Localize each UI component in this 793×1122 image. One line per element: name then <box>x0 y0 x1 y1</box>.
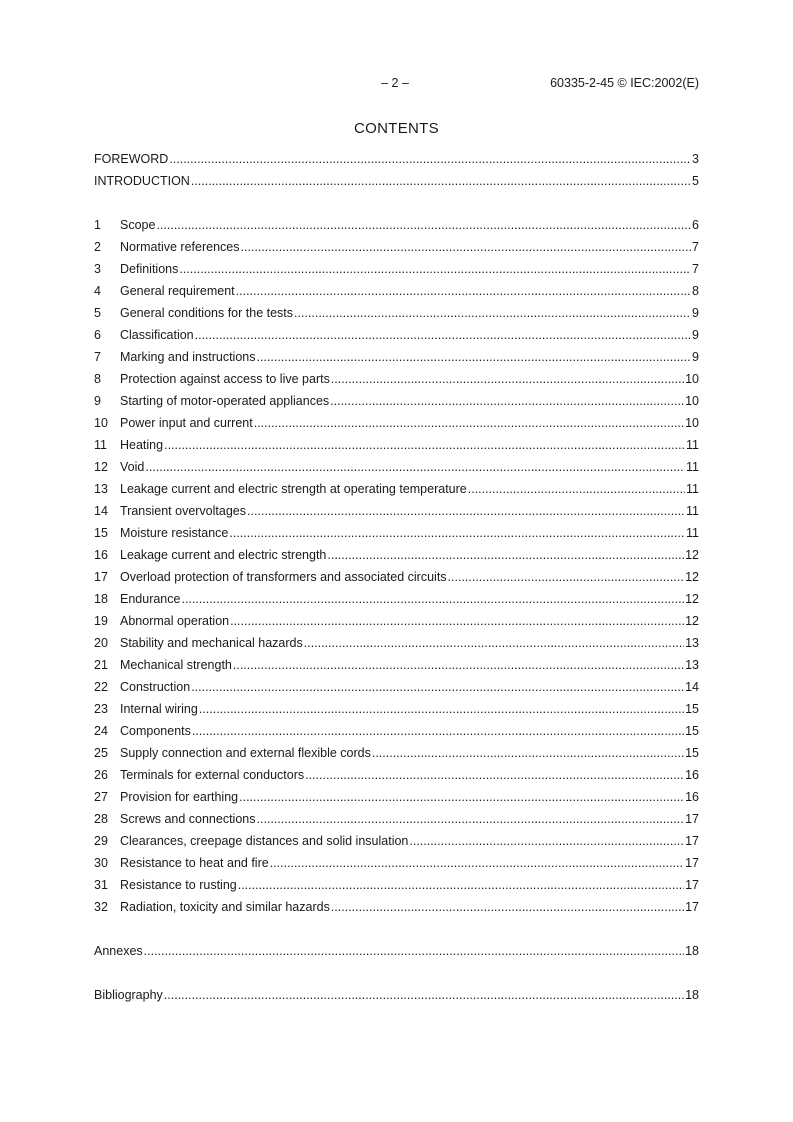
toc-entry[interactable] <box>94 698 699 720</box>
toc-entry-title: Void <box>120 460 145 474</box>
toc-entry-title: Terminals for external conductors <box>120 768 305 782</box>
toc-entry-number: 16 <box>94 548 108 562</box>
toc-entry[interactable] <box>94 324 699 346</box>
toc-entry-page: 17 <box>685 878 699 892</box>
toc-entry-title: General requirement <box>120 284 235 298</box>
toc-entry-number: 5 <box>94 306 101 320</box>
toc-entry-number: 12 <box>94 460 108 474</box>
toc-entry[interactable] <box>94 632 699 654</box>
dot-leader <box>305 764 684 786</box>
toc-entry-title: Starting of motor-operated appliances <box>120 394 330 408</box>
toc-entry-page: 18 <box>685 988 699 1002</box>
toc-entry-number: 9 <box>94 394 101 408</box>
dot-leader <box>331 368 684 390</box>
toc-entry-title: Classification <box>120 328 194 342</box>
toc-entry[interactable] <box>94 610 699 632</box>
toc-entry-title: Screws and connections <box>120 812 256 826</box>
dot-leader <box>236 280 691 302</box>
dot-leader <box>230 610 684 632</box>
toc-entry-number: 32 <box>94 900 108 914</box>
toc-entry-page: 9 <box>692 350 699 364</box>
toc-entry-page: 18 <box>685 944 699 958</box>
toc-entry-page: 17 <box>685 900 699 914</box>
toc-entry[interactable] <box>94 280 699 302</box>
dot-leader <box>195 324 691 346</box>
toc-entry[interactable] <box>94 412 699 434</box>
toc-entry[interactable] <box>94 522 699 544</box>
toc-entry-page: 10 <box>685 394 699 408</box>
dot-leader <box>164 434 685 456</box>
toc-entry-page: 11 <box>686 438 699 452</box>
toc-entry[interactable] <box>94 456 699 478</box>
toc-entry-title: General conditions for the tests <box>120 306 294 320</box>
toc-entry-number: 6 <box>94 328 101 342</box>
toc-entry-title: Marking and instructions <box>120 350 256 364</box>
toc-entry-number: 4 <box>94 284 101 298</box>
toc-entry-title: Bibliography <box>94 988 163 1002</box>
toc-entry-page: 9 <box>692 328 699 342</box>
toc-entry-title: Mechanical strength <box>120 658 232 672</box>
toc-entry-number: 18 <box>94 592 108 606</box>
toc-entry-title: Annexes <box>94 944 143 958</box>
toc-entry-title: Resistance to heat and fire <box>120 856 269 870</box>
toc-entry-number: 21 <box>94 658 108 672</box>
toc-entry[interactable] <box>94 830 699 852</box>
dot-leader <box>199 698 684 720</box>
toc-entry-page: 15 <box>685 702 699 716</box>
toc-entry-page: 6 <box>692 218 699 232</box>
toc-entry-page: 14 <box>685 680 699 694</box>
toc-entry-number: 2 <box>94 240 101 254</box>
dot-leader <box>238 874 684 896</box>
toc-entry-page: 15 <box>685 724 699 738</box>
document-reference: 60335-2-45 © IEC:2002(E) <box>550 76 699 90</box>
toc-entry-number: 27 <box>94 790 108 804</box>
toc-entry-title: Supply connection and external flexible cords <box>120 746 371 760</box>
toc-entry-title: Resistance to rusting <box>120 878 237 892</box>
toc-entry-page: 17 <box>685 834 699 848</box>
toc-entry[interactable] <box>94 654 699 676</box>
toc-entry-title: Clearances, creepage distances and solid insulation <box>120 834 409 848</box>
toc-entry-title: Definitions <box>120 262 179 276</box>
toc-entry-title: Leakage current and electric strength <box>120 548 327 562</box>
toc-entry[interactable] <box>94 808 699 830</box>
dot-leader <box>191 170 691 192</box>
dot-leader <box>331 896 684 918</box>
dot-leader <box>145 456 685 478</box>
toc-entry-page: 3 <box>692 152 699 166</box>
toc-entry-title: Power input and current <box>120 416 253 430</box>
toc-entry-title: Moisture resistance <box>120 526 229 540</box>
toc-entry-number: 24 <box>94 724 108 738</box>
toc-entry-number: 19 <box>94 614 108 628</box>
toc-entry-number: 15 <box>94 526 108 540</box>
toc-entry-page: 13 <box>685 636 699 650</box>
toc-entry-number: 8 <box>94 372 101 386</box>
dot-leader <box>144 940 684 962</box>
dot-leader <box>169 148 691 170</box>
toc-entry-page: 10 <box>685 372 699 386</box>
toc-entry-title: Protection against access to live parts <box>120 372 330 386</box>
dot-leader <box>270 852 684 874</box>
dot-leader <box>247 500 685 522</box>
dot-leader <box>448 566 685 588</box>
toc-entry-number: 7 <box>94 350 101 364</box>
dot-leader <box>256 346 691 368</box>
toc-entry-page: 9 <box>692 306 699 320</box>
toc-entry-page: 16 <box>685 790 699 804</box>
toc-entry-title: Transient overvoltages <box>120 504 246 518</box>
toc-entry-page: 17 <box>685 812 699 826</box>
toc-entry-number: 3 <box>94 262 101 276</box>
toc-entry-title: Components <box>120 724 191 738</box>
toc-entry-number: 11 <box>94 438 107 452</box>
page-number: – 2 – <box>381 76 409 90</box>
toc-entry[interactable] <box>94 764 699 786</box>
toc-entry[interactable] <box>94 720 699 742</box>
toc-entry-title: Construction <box>120 680 191 694</box>
toc-entry[interactable] <box>94 214 699 236</box>
toc-entry[interactable] <box>94 148 699 170</box>
toc-entry-page: 15 <box>685 746 699 760</box>
toc-entry-title: Abnormal operation <box>120 614 230 628</box>
toc-entry[interactable] <box>94 544 699 566</box>
front-matter-list <box>94 148 699 192</box>
toc-entry-page: 13 <box>685 658 699 672</box>
toc-entry-annexes[interactable] <box>94 940 699 962</box>
toc-entry-page: 10 <box>685 416 699 430</box>
toc-entry-page: 12 <box>685 548 699 562</box>
toc-entry-title: Leakage current and electric strength at operating temperature <box>120 482 467 496</box>
toc-entry-bibliography[interactable] <box>94 984 699 1006</box>
toc-entry-page: 7 <box>692 240 699 254</box>
toc-entry-number: 31 <box>94 878 108 892</box>
toc-entry-page: 12 <box>685 570 699 584</box>
dot-leader <box>372 742 684 764</box>
toc-entry[interactable] <box>94 390 699 412</box>
toc-entry-title: Radiation, toxicity and similar hazards <box>120 900 330 914</box>
toc-entry[interactable] <box>94 302 699 324</box>
dot-leader <box>179 258 691 280</box>
toc-entry-title: Normative references <box>120 240 240 254</box>
dot-leader <box>233 654 684 676</box>
toc-entry[interactable] <box>94 500 699 522</box>
toc-entry-number: 14 <box>94 504 108 518</box>
toc-entry-page: 11 <box>686 460 699 474</box>
toc-entry-page: 5 <box>692 174 699 188</box>
toc-entry-page: 8 <box>692 284 699 298</box>
toc-entry[interactable] <box>94 346 699 368</box>
toc-entry[interactable] <box>94 874 699 896</box>
toc-entry-page: 17 <box>685 856 699 870</box>
dot-leader <box>257 808 685 830</box>
dot-leader <box>229 522 685 544</box>
toc-entry[interactable] <box>94 676 699 698</box>
toc-entry[interactable] <box>94 742 699 764</box>
dot-leader <box>330 390 684 412</box>
toc-entry-title: Provision for earthing <box>120 790 239 804</box>
dot-leader <box>181 588 684 610</box>
toc-entry-number: 22 <box>94 680 108 694</box>
toc-entry-title: Internal wiring <box>120 702 198 716</box>
toc-entry[interactable] <box>94 434 699 456</box>
toc-entry-title: Overload protection of transformers and associated circuits <box>120 570 447 584</box>
toc-entry-number: 23 <box>94 702 108 716</box>
toc-entry-number: 13 <box>94 482 108 496</box>
toc-entry-number: 28 <box>94 812 108 826</box>
toc-entry[interactable] <box>94 786 699 808</box>
toc-entry-number: 26 <box>94 768 108 782</box>
bibliography-section <box>94 984 699 1006</box>
toc-entry-number: 10 <box>94 416 108 430</box>
toc-entry[interactable] <box>94 852 699 874</box>
toc-entry-page: 12 <box>685 614 699 628</box>
toc-entry-number: 29 <box>94 834 108 848</box>
dot-leader <box>327 544 684 566</box>
toc-entry-number: 25 <box>94 746 108 760</box>
toc-entry-number: 1 <box>94 218 101 232</box>
toc-entry-number: 30 <box>94 856 108 870</box>
contents-title: CONTENTS <box>354 120 439 137</box>
toc-entry-page: 11 <box>686 526 699 540</box>
dot-leader <box>254 412 684 434</box>
toc-entry[interactable] <box>94 368 699 390</box>
toc-entry-page: 7 <box>692 262 699 276</box>
toc-entry[interactable] <box>94 170 699 192</box>
toc-entry-page: 11 <box>686 482 699 496</box>
toc-entry-title: Stability and mechanical hazards <box>120 636 303 650</box>
toc-entry[interactable] <box>94 478 699 500</box>
toc-entry[interactable] <box>94 566 699 588</box>
annexes-section <box>94 940 699 962</box>
dot-leader <box>239 786 684 808</box>
dot-leader <box>409 830 684 852</box>
toc-entry-page: 16 <box>685 768 699 782</box>
toc-entry-title: INTRODUCTION <box>94 174 190 188</box>
toc-entry[interactable] <box>94 258 699 280</box>
dot-leader <box>241 236 692 258</box>
toc-entry-page: 12 <box>685 592 699 606</box>
clause-list <box>94 214 699 918</box>
dot-leader <box>156 214 691 236</box>
toc-entry-title: Endurance <box>120 592 181 606</box>
dot-leader <box>294 302 691 324</box>
toc-entry-title: Scope <box>120 218 156 232</box>
toc-entry-title: Heating <box>120 438 164 452</box>
dot-leader <box>164 984 684 1006</box>
dot-leader <box>191 676 684 698</box>
toc-entry[interactable] <box>94 588 699 610</box>
dot-leader <box>304 632 684 654</box>
toc-entry-title: FOREWORD <box>94 152 169 166</box>
toc-entry-number: 20 <box>94 636 108 650</box>
toc-entry[interactable] <box>94 896 699 918</box>
toc-entry[interactable] <box>94 236 699 258</box>
toc-entry-page: 11 <box>686 504 699 518</box>
dot-leader <box>192 720 684 742</box>
dot-leader <box>468 478 685 500</box>
toc-entry-number: 17 <box>94 570 108 584</box>
